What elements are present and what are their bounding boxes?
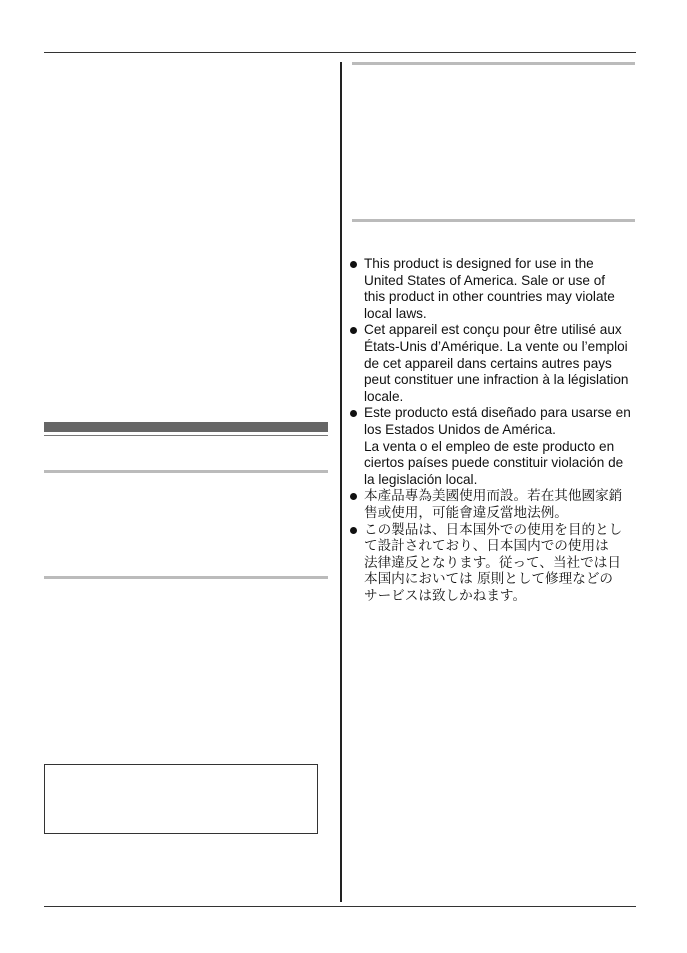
notice-line: États-Unis d’Amérique. La vente ou l’emploi <box>364 338 628 354</box>
notice-line: de cet appareil dans certains autres pays <box>364 355 612 371</box>
left-column-rule-1 <box>44 470 328 473</box>
notice-line: 法律違反となります。従って、当社では日 <box>364 554 621 571</box>
notice-line: local laws. <box>364 305 427 321</box>
notice-line: La venta o el empleo de este producto en <box>364 438 615 454</box>
section-header-underline <box>44 435 328 436</box>
bullet-icon <box>350 327 357 334</box>
regional-use-notice-list <box>350 256 640 604</box>
notice-line: ciertos países puede constituir violación de <box>364 455 624 471</box>
notice-line: 本產品專為美國使用而設。若在其他國家銷 <box>364 488 623 505</box>
notice-line: los Estados Unidos de América. <box>364 421 556 437</box>
bullet-icon <box>350 261 357 268</box>
right-column-rule-2 <box>352 219 635 222</box>
notice-english <box>350 256 640 322</box>
notice-line: locale. <box>364 388 404 404</box>
notice-japanese <box>350 522 640 605</box>
notice-line: this product in other countries may violate <box>364 289 615 305</box>
notice-line: Este producto está diseñado para usarse en <box>364 405 631 421</box>
notice-line: Cet appareil est conçu pour être utilisé aux <box>364 322 622 338</box>
notice-french <box>350 322 640 405</box>
bullet-icon <box>350 493 357 500</box>
notice-line: 本国内においては 原則として修理などの <box>364 571 614 588</box>
bottom-rule <box>44 906 636 907</box>
left-column-rule-2 <box>44 576 328 579</box>
top-rule <box>44 52 636 53</box>
note-box <box>44 764 318 834</box>
section-header-bar <box>44 422 328 432</box>
notice-line: This product is designed for use in the <box>364 256 594 271</box>
notice-line: サービスは致しかねます。 <box>364 587 527 604</box>
notice-line: la legislación local. <box>364 471 478 487</box>
notice-line: 售或使用，可能會違反當地法例。 <box>364 504 568 521</box>
notice-line: United States of America. Sale or use of <box>364 272 606 288</box>
column-divider <box>340 62 342 902</box>
notice-spanish <box>350 405 640 488</box>
notice-line: peut constituer une infraction à la législation <box>364 372 629 388</box>
notice-line: この製品は、日本国外での使用を目的とし <box>364 521 623 538</box>
notice-line: て設計されており、日本国内での使用は <box>364 538 609 555</box>
right-column-rule-1 <box>352 62 635 65</box>
bullet-icon <box>350 410 357 417</box>
bullet-icon <box>350 527 357 534</box>
notice-chinese <box>350 488 640 521</box>
